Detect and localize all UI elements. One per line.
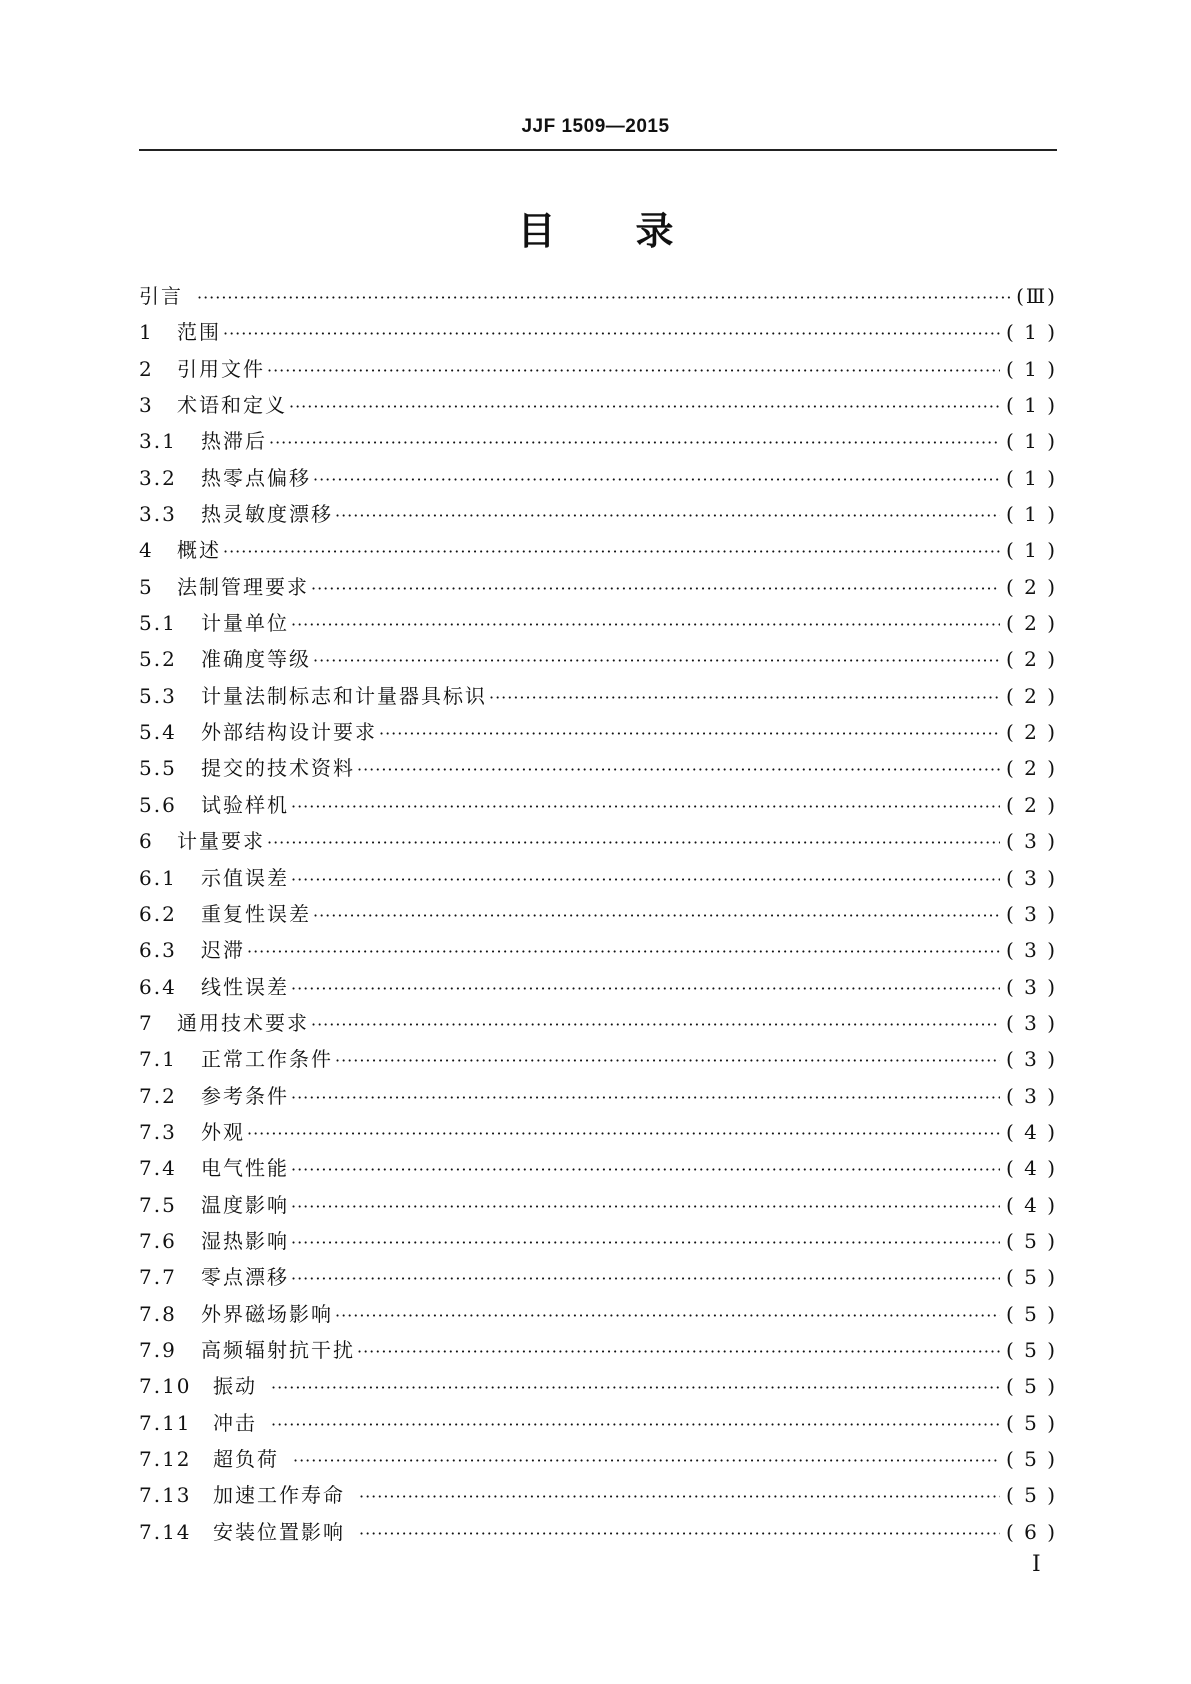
toc-entry-number: 7.2 [139, 1083, 177, 1108]
toc-entry-label: 外部结构设计要求 [201, 720, 377, 745]
toc-entry-page: ( 6 ) [1005, 1519, 1057, 1544]
toc-entry-label: 冲击 [213, 1410, 257, 1435]
dot-leader [357, 755, 1000, 785]
toc-entry-number: 3.3 [139, 502, 177, 527]
toc-entry-label: 正常工作条件 [201, 1047, 333, 1072]
toc-entry-number: 6 [139, 829, 154, 854]
dot-leader [311, 1010, 1000, 1040]
toc-entry-page: ( 2 ) [1005, 792, 1057, 817]
title-char: 录 [635, 209, 674, 253]
toc-entry[interactable] [139, 1444, 1057, 1480]
toc-entry-number: 6.4 [139, 974, 177, 999]
toc-entry-label: 计量要求 [177, 829, 265, 854]
toc-entry-number: 6.2 [139, 901, 177, 926]
toc-entry-label: 试验样机 [201, 792, 289, 817]
toc-entry-number: 5 [139, 574, 154, 599]
toc-entry-page: ( 1 ) [1005, 538, 1057, 563]
dot-leader [489, 683, 1000, 713]
dot-leader [311, 574, 1000, 604]
dot-leader [223, 319, 1000, 349]
toc-entry-number: 5.5 [139, 756, 177, 781]
toc-entry-page: ( 4 ) [1005, 1119, 1057, 1144]
toc-entry[interactable] [139, 681, 1057, 717]
dot-leader [335, 501, 1000, 531]
toc-entry-page: ( 4 ) [1005, 1156, 1057, 1181]
toc-entry-label: 通用技术要求 [177, 1010, 309, 1035]
page-title [0, 200, 1191, 255]
dot-leader [357, 1337, 1000, 1367]
toc-entry[interactable] [139, 463, 1057, 499]
toc-entry-page: ( 1 ) [1005, 429, 1057, 454]
dot-leader [271, 1373, 1000, 1403]
toc-entry-label: 引用文件 [177, 356, 265, 381]
toc-entry-page: ( 5 ) [1005, 1483, 1057, 1508]
toc-entry-page: ( 3 ) [1005, 901, 1057, 926]
toc-entry-page: ( 3 ) [1005, 974, 1057, 999]
toc-entry[interactable] [139, 1517, 1057, 1553]
dot-leader [247, 1119, 1000, 1149]
toc-entry-label: 法制管理要求 [177, 574, 309, 599]
dot-leader [291, 1155, 1000, 1185]
dot-leader [335, 1301, 1000, 1331]
toc-entry-label: 迟滞 [201, 938, 245, 963]
toc-entry-label: 重复性误差 [201, 901, 311, 926]
toc-entry-label: 湿热影响 [201, 1228, 289, 1253]
dot-leader [313, 646, 1000, 676]
toc-entry-label: 高频辐射抗干扰 [201, 1337, 355, 1362]
toc-entry-label: 术语和定义 [177, 393, 287, 418]
toc-entry[interactable] [139, 863, 1057, 899]
toc-entry-number: 6.1 [139, 865, 177, 890]
dot-leader [291, 865, 1000, 895]
toc-entry-page: ( 1 ) [1005, 502, 1057, 527]
toc-entry-number: 7 [139, 1010, 154, 1035]
toc-entry[interactable] [139, 1044, 1057, 1080]
toc-entry-page: ( 4 ) [1005, 1192, 1057, 1217]
toc-entry[interactable] [139, 608, 1057, 644]
dot-leader [313, 901, 1000, 931]
toc-entry-label: 振动 [213, 1374, 257, 1399]
toc-entry-page: ( 2 ) [1005, 647, 1057, 672]
toc-entry-label: 概述 [177, 538, 221, 563]
toc-entry[interactable] [139, 572, 1057, 608]
toc-entry-page: ( 1 ) [1005, 393, 1057, 418]
toc-entry[interactable] [139, 826, 1057, 862]
page-number: I [1032, 1552, 1041, 1577]
toc-entry[interactable] [139, 972, 1057, 1008]
toc-entry-label: 安装位置影响 [213, 1519, 345, 1544]
toc-entry-label: 准确度等级 [201, 647, 311, 672]
toc-entry-page: ( 2 ) [1005, 611, 1057, 636]
toc-entry-number: 3.1 [139, 429, 177, 454]
toc-entry-label: 线性误差 [201, 974, 289, 999]
toc-entry[interactable] [139, 717, 1057, 753]
toc-entry-page: ( 5 ) [1005, 1301, 1057, 1326]
dot-leader [247, 937, 1000, 967]
dot-leader [197, 283, 1010, 313]
toc-entry[interactable] [139, 935, 1057, 971]
toc-entry-label: 超负荷 [213, 1447, 279, 1471]
toc-entry-number: 1 [139, 320, 154, 345]
toc-entry-page: ( 3 ) [1005, 1010, 1057, 1035]
toc-entry-page: ( 5 ) [1005, 1265, 1057, 1290]
toc-entry-page: ( 2 ) [1005, 756, 1057, 781]
toc-entry[interactable] [139, 535, 1057, 571]
toc-entry-number: 7.1 [139, 1047, 177, 1072]
dot-leader [271, 1410, 1000, 1440]
dot-leader [291, 610, 1000, 640]
toc-entry-number: 7.11 [139, 1410, 192, 1435]
dot-leader [291, 1228, 1000, 1258]
toc-entry[interactable] [139, 1008, 1057, 1044]
toc-entry-label: 加速工作寿命 [213, 1483, 345, 1508]
toc-entry[interactable] [139, 1081, 1057, 1117]
toc-entry-number: 5.2 [139, 647, 177, 672]
toc-entry-label: 零点漂移 [201, 1265, 289, 1290]
document-header: JJF 1509—2015 [521, 116, 670, 137]
toc-entry-page: ( 3 ) [1005, 829, 1057, 854]
toc-entry-number: 7.12 [139, 1447, 192, 1471]
dot-leader [291, 1264, 1000, 1294]
dot-leader [379, 719, 1000, 749]
toc-entry-label: 外观 [201, 1119, 245, 1144]
toc-entry[interactable] [139, 499, 1057, 535]
toc-entry-page: ( 1 ) [1005, 356, 1057, 381]
toc-entry[interactable] [139, 1299, 1057, 1335]
table-of-contents [139, 281, 1057, 1553]
toc-entry-page: ( 5 ) [1005, 1374, 1057, 1399]
toc-entry[interactable] [139, 1262, 1057, 1298]
dot-leader [289, 392, 1000, 422]
toc-entry-label: 计量法制标志和计量器具标识 [201, 683, 487, 708]
toc-entry-number: 3.2 [139, 465, 177, 490]
toc-entry-label: 引言 [139, 284, 183, 308]
dot-leader [269, 428, 1000, 458]
toc-entry-page: ( 2 ) [1005, 720, 1057, 745]
toc-entry-number: 4 [139, 538, 154, 563]
toc-entry[interactable] [139, 644, 1057, 680]
toc-entry-label: 热滞后 [201, 429, 267, 454]
toc-entry-number: 7.13 [139, 1483, 192, 1508]
dot-leader [291, 1083, 1000, 1113]
dot-leader [293, 1446, 1000, 1476]
toc-entry[interactable] [139, 354, 1057, 390]
toc-entry-label: 热零点偏移 [201, 465, 311, 490]
toc-entry-number: 2 [139, 356, 154, 381]
toc-entry-number: 7.7 [139, 1265, 177, 1290]
toc-entry[interactable] [139, 753, 1057, 789]
toc-entry-number: 5.6 [139, 792, 177, 817]
toc-entry[interactable] [139, 426, 1057, 462]
toc-entry-number: 7.5 [139, 1192, 177, 1217]
toc-entry[interactable] [139, 1408, 1057, 1444]
toc-entry-number: 7.8 [139, 1301, 177, 1326]
toc-entry[interactable] [139, 1226, 1057, 1262]
toc-entry-number: 6.3 [139, 938, 177, 963]
toc-entry[interactable] [139, 790, 1057, 826]
toc-entry-number: 7.6 [139, 1228, 177, 1253]
toc-entry-number: 5.3 [139, 683, 177, 708]
dot-leader [335, 1046, 1000, 1076]
toc-entry-label: 温度影响 [201, 1192, 289, 1217]
toc-entry-label: 热灵敏度漂移 [201, 502, 333, 527]
toc-entry-number: 7.4 [139, 1156, 177, 1181]
toc-entry-page: ( 1 ) [1005, 465, 1057, 490]
toc-entry-label: 示值误差 [201, 865, 289, 890]
toc-entry-page: ( 3 ) [1005, 938, 1057, 963]
title-char: 目 [517, 209, 556, 253]
toc-entry-number: 7.10 [139, 1374, 192, 1399]
toc-entry-number: 7.9 [139, 1337, 177, 1362]
dot-leader [291, 792, 1000, 822]
toc-entry-label: 外界磁场影响 [201, 1301, 333, 1326]
toc-entry[interactable] [139, 1335, 1057, 1371]
dot-leader [313, 465, 1000, 495]
toc-entry-page: ( 5 ) [1005, 1447, 1057, 1471]
toc-entry-page: ( 3 ) [1005, 1047, 1057, 1072]
toc-entry[interactable] [139, 1480, 1057, 1516]
toc-entry[interactable] [139, 390, 1057, 426]
toc-entry-page: ( 3 ) [1005, 865, 1057, 890]
toc-entry-page: ( 2 ) [1005, 683, 1057, 708]
toc-entry-page: ( 5 ) [1005, 1337, 1057, 1362]
dot-leader [267, 356, 1000, 386]
dot-leader [267, 828, 1000, 858]
toc-entry-label: 电气性能 [201, 1156, 289, 1181]
toc-entry-label: 提交的技术资料 [201, 756, 355, 781]
dot-leader [291, 974, 1000, 1004]
toc-entry-number: 5.1 [139, 611, 177, 636]
toc-entry-number: 3 [139, 393, 154, 418]
dot-leader [359, 1519, 1000, 1549]
dot-leader [223, 537, 1000, 567]
toc-entry[interactable] [139, 317, 1057, 353]
toc-entry-page: (Ⅲ) [1016, 284, 1057, 308]
toc-entry[interactable] [139, 281, 1057, 317]
toc-entry-label: 范围 [177, 320, 221, 345]
toc-entry-page: ( 1 ) [1005, 320, 1057, 345]
toc-entry-number: 7.3 [139, 1119, 177, 1144]
toc-entry-page: ( 2 ) [1005, 574, 1057, 599]
toc-entry[interactable] [139, 1117, 1057, 1153]
toc-entry-page: ( 3 ) [1005, 1083, 1057, 1108]
toc-entry-label: 计量单位 [201, 611, 289, 636]
dot-leader [359, 1482, 1000, 1512]
toc-entry-number: 7.14 [139, 1519, 192, 1544]
toc-entry-page: ( 5 ) [1005, 1228, 1057, 1253]
toc-entry[interactable] [139, 1190, 1057, 1226]
toc-entry-label: 参考条件 [201, 1083, 289, 1108]
toc-entry-number: 5.4 [139, 720, 177, 745]
toc-entry[interactable] [139, 1153, 1057, 1189]
header-rule [139, 149, 1057, 151]
dot-leader [291, 1192, 1000, 1222]
toc-entry[interactable] [139, 1371, 1057, 1407]
toc-entry[interactable] [139, 899, 1057, 935]
toc-entry-page: ( 5 ) [1005, 1410, 1057, 1435]
